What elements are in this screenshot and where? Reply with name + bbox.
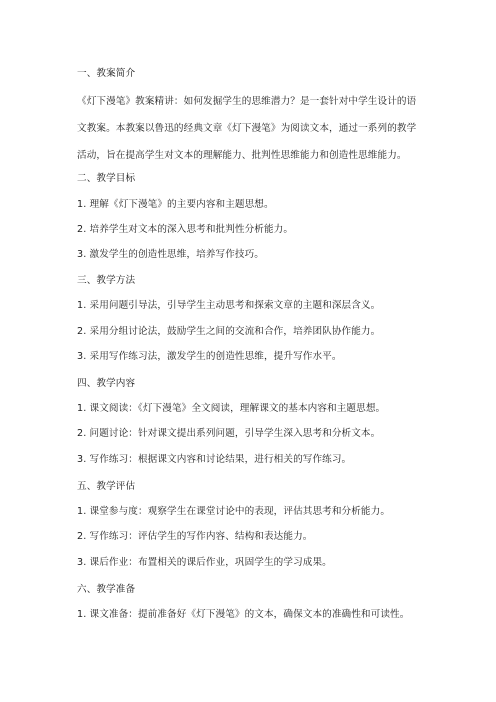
list-item: 3. 采用写作练习法，激发学生的创造性思维，提升写作水平。 [77,351,342,362]
section-heading-goals: 二、教学目标 [77,173,136,184]
list-item: 2. 采用分组讨论法，鼓励学生之间的交流和合作，培养团队协作能力。 [77,326,381,337]
section-heading-content: 四、教学内容 [77,378,136,389]
intro-paragraph-line: 文教案。本教案以鲁迅的经典文章《灯下漫笔》为阅读文本，通过一系列的教学 [77,123,417,134]
list-item: 2. 问题讨论：针对课文提出系列问题，引导学生深入思考和分析文本。 [77,428,381,439]
section-heading-intro: 一、教案简介 [77,68,136,79]
list-item: 1. 课文阅读：《灯下漫笔》全文阅读，理解课文的基本内容和主题思想。 [77,403,386,414]
section-heading-methods: 三、教学方法 [77,275,136,286]
list-item: 3. 激发学生的创造性思维，培养写作技巧。 [77,249,264,260]
list-item: 1. 课文准备：提前准备好《灯下漫笔》的文本，确保文本的准确性和可读性。 [77,609,410,620]
section-heading-assessment: 五、教学评估 [77,481,136,492]
list-item: 1. 采用问题引导法，引导学生主动思考和探索文章的主题和深层含义。 [77,300,381,311]
list-item: 2. 写作练习：评估学生的写作内容、结构和表达能力。 [77,531,313,542]
list-item: 1. 课堂参与度：观察学生在课堂讨论中的表现，评估其思考和分析能力。 [77,506,391,517]
list-item: 3. 课后作业：布置相关的课后作业，巩固学生的学习成果。 [77,557,332,568]
list-item: 2. 培养学生对文本的深入思考和批判性分析能力。 [77,224,294,235]
intro-paragraph-line: 《灯下漫笔》教案精讲：如何发掘学生的思维潜力？是一套针对中学生设计的语 [77,96,417,107]
section-heading-preparation: 六、教学准备 [77,584,136,595]
list-item: 1. 理解《灯下漫笔》的主要内容和主题思想。 [77,199,274,210]
intro-paragraph-line: 活动，旨在提高学生对文本的理解能力、批判性思维能力和创造性思维能力。 [77,150,407,161]
list-item: 3. 写作练习：根据课文内容和讨论结果，进行相关的写作练习。 [77,454,352,465]
